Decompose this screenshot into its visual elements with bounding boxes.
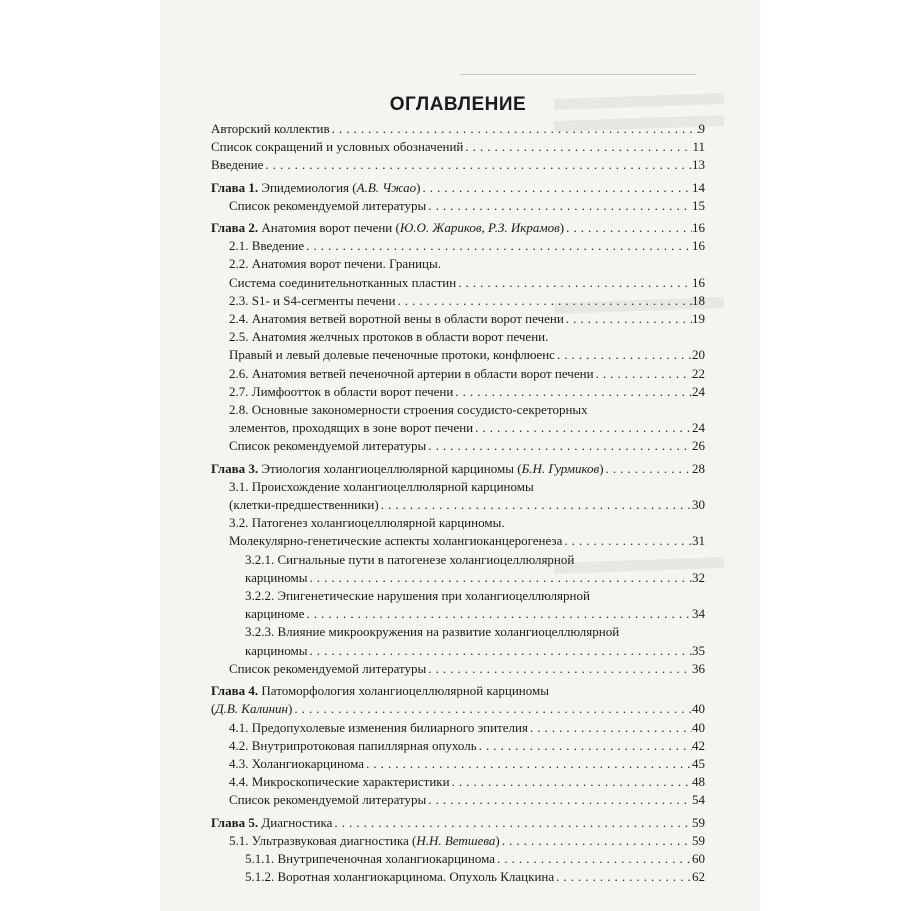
toc-line bbox=[211, 478, 705, 496]
entry-authors: А.В. Чжао bbox=[356, 179, 417, 195]
toc-line-text bbox=[229, 496, 379, 514]
toc-line-text bbox=[229, 514, 505, 532]
toc-line-text bbox=[245, 868, 554, 886]
toc-line bbox=[211, 156, 705, 174]
dot-leader bbox=[528, 719, 692, 737]
entry-authors: Б.Н. Гурмиков bbox=[521, 460, 600, 476]
toc-line-text bbox=[229, 274, 456, 292]
page-number: 62 bbox=[692, 869, 705, 885]
page-number: 36 bbox=[692, 660, 705, 676]
entry-title: 3.2.1. Сигнальные пути в патогенезе холангиоцеллюлярной bbox=[245, 551, 575, 567]
toc-line bbox=[211, 219, 705, 237]
toc-entry[interactable] bbox=[211, 773, 705, 791]
page-number: 18 bbox=[692, 292, 705, 308]
toc-line bbox=[211, 605, 705, 623]
toc-line-text: Глава 2. Анатомия ворот печени (Ю.О. Жариков, Р.З. Икрамов) bbox=[211, 220, 565, 236]
page-number: 30 bbox=[692, 497, 705, 513]
toc-line-text bbox=[211, 120, 330, 138]
toc-entry[interactable] bbox=[211, 850, 705, 868]
toc-line-text bbox=[229, 310, 564, 328]
toc-line-text bbox=[229, 737, 477, 755]
page-number: 54 bbox=[692, 792, 705, 808]
page-number: 31 bbox=[692, 533, 705, 549]
toc-line-text bbox=[245, 587, 590, 605]
toc-line bbox=[211, 292, 705, 310]
toc-line bbox=[211, 700, 705, 718]
page-number: 59 bbox=[692, 814, 705, 830]
page-number: 24 bbox=[692, 383, 705, 399]
toc-entry[interactable] bbox=[211, 292, 705, 310]
toc-entry[interactable] bbox=[211, 328, 705, 364]
entry-title: Авторский коллектив bbox=[211, 121, 330, 136]
toc-line-text bbox=[229, 255, 441, 273]
page-number: 26 bbox=[692, 438, 705, 454]
entry-title: 3.2.2. Эпигенетические нарушения при холангиоцеллюлярной bbox=[245, 588, 590, 604]
chapter-number: Глава 3. bbox=[211, 460, 259, 476]
toc-line-text bbox=[229, 346, 555, 364]
dot-leader bbox=[500, 832, 692, 850]
entry-title: карциноме bbox=[245, 606, 305, 622]
toc-entry[interactable] bbox=[211, 623, 705, 659]
entry-title: карциномы bbox=[245, 569, 308, 585]
dot-leader bbox=[456, 274, 692, 292]
toc-entry[interactable] bbox=[211, 120, 705, 138]
toc-entry[interactable] bbox=[211, 737, 705, 755]
dot-leader bbox=[554, 868, 692, 886]
page-number: 22 bbox=[692, 365, 705, 381]
entry-title: Эпидемиология bbox=[261, 179, 350, 195]
entry-title: Список рекомендуемой литературы bbox=[229, 660, 427, 676]
entry-title: 5.1. Ультразвуковая диагностика bbox=[229, 832, 409, 848]
dot-leader bbox=[292, 700, 692, 718]
entry-title: 5.1.2. Воротная холангиокарцинома. Опухоль Клацкина bbox=[245, 869, 555, 885]
toc-entry[interactable] bbox=[211, 401, 705, 437]
toc-line bbox=[211, 460, 705, 478]
toc-line bbox=[211, 850, 705, 868]
entry-title: Список рекомендуемой литературы bbox=[229, 438, 427, 454]
page-number: 16 bbox=[692, 238, 705, 254]
page-number: 34 bbox=[692, 606, 705, 622]
entry-authors: Ю.О. Жариков, Р.З. Икрамов bbox=[399, 220, 560, 236]
toc-line bbox=[211, 365, 705, 383]
toc-line bbox=[211, 623, 705, 641]
page-number: 48 bbox=[692, 774, 705, 790]
toc-line bbox=[211, 179, 705, 197]
toc-entry[interactable] bbox=[211, 587, 705, 623]
toc-entry[interactable] bbox=[211, 365, 705, 383]
entry-title: 2.7. Лимфоотток в области ворот печени bbox=[229, 383, 454, 399]
dot-leader bbox=[450, 773, 692, 791]
toc-line-text bbox=[229, 773, 450, 791]
dot-leader bbox=[495, 850, 692, 868]
page-number: 16 bbox=[692, 274, 705, 290]
dot-leader bbox=[564, 219, 692, 237]
toc-line bbox=[211, 401, 705, 419]
toc-line-text bbox=[229, 383, 453, 401]
toc-entry[interactable] bbox=[211, 383, 705, 401]
toc-line bbox=[211, 587, 705, 605]
entry-title: Система соединительнотканных пластин bbox=[229, 274, 457, 290]
dot-leader bbox=[307, 642, 692, 660]
entry-title: Анатомия ворот печени bbox=[261, 220, 393, 236]
page-number: 32 bbox=[692, 569, 705, 585]
toc-entry[interactable] bbox=[211, 514, 705, 550]
toc-line bbox=[211, 237, 705, 255]
entry-title: 2.1. Введение bbox=[229, 238, 305, 254]
entry-title: Правый и левый долевые печеночные протоки, конфлюенс bbox=[229, 347, 555, 363]
toc-entry[interactable] bbox=[211, 197, 705, 215]
toc-entry[interactable] bbox=[211, 868, 705, 886]
toc-line bbox=[211, 419, 705, 437]
dot-leader bbox=[420, 179, 692, 197]
page-number: 11 bbox=[692, 139, 705, 155]
entry-title: 3.2.3. Влияние микроокружения на развитие холангиоцеллюлярной bbox=[245, 624, 620, 640]
dot-leader bbox=[307, 569, 692, 587]
toc-line bbox=[211, 642, 705, 660]
toc-line bbox=[211, 310, 705, 328]
dot-leader bbox=[305, 605, 692, 623]
chapter-number: Глава 4. bbox=[211, 683, 259, 699]
toc-line-text bbox=[229, 478, 534, 496]
dot-leader bbox=[594, 365, 692, 383]
dot-leader bbox=[473, 419, 692, 437]
toc-line-text bbox=[229, 365, 594, 383]
entry-authors: Н.Н. Ветшева bbox=[416, 832, 496, 848]
toc-entry[interactable] bbox=[211, 437, 705, 455]
entry-title: Список рекомендуемой литературы bbox=[229, 197, 427, 213]
toc-line bbox=[211, 660, 705, 678]
dot-leader bbox=[426, 791, 692, 809]
dot-leader bbox=[555, 346, 692, 364]
toc-line-text bbox=[245, 623, 619, 641]
entry-title: 4.1. Предопухолевые изменения билиарного эпителия bbox=[229, 719, 528, 735]
toc-line bbox=[211, 868, 705, 886]
toc-line-text bbox=[211, 156, 263, 174]
toc-line-text bbox=[211, 682, 549, 700]
dot-leader bbox=[426, 197, 692, 215]
entry-title: 4.4. Микроскопические характеристики bbox=[229, 774, 450, 790]
toc-line bbox=[211, 551, 705, 569]
toc-line bbox=[211, 346, 705, 364]
toc-line bbox=[211, 791, 705, 809]
dot-leader bbox=[379, 496, 692, 514]
toc-line bbox=[211, 274, 705, 292]
toc-entry[interactable] bbox=[211, 138, 705, 156]
toc-entry[interactable] bbox=[211, 791, 705, 809]
toc-line bbox=[211, 383, 705, 401]
toc-line-text bbox=[229, 401, 588, 419]
entry-title: Молекулярно-генетические аспекты холангиоканцерогенеза bbox=[229, 533, 563, 549]
toc-line bbox=[211, 120, 705, 138]
toc-line bbox=[211, 328, 705, 346]
dot-leader bbox=[332, 814, 692, 832]
toc-line-text: Глава 1. Эпидемиология (А.В. Чжао) bbox=[211, 179, 421, 195]
toc-line bbox=[211, 832, 705, 850]
page-number: 28 bbox=[692, 460, 705, 476]
toc-line bbox=[211, 569, 705, 587]
entry-title: Список рекомендуемой литературы bbox=[229, 792, 427, 808]
toc-line-text bbox=[211, 814, 332, 832]
toc-line bbox=[211, 814, 705, 832]
toc-line bbox=[211, 682, 705, 700]
entry-authors: Д.В. Калинин bbox=[215, 701, 289, 717]
toc-entry[interactable] bbox=[211, 832, 705, 850]
dot-leader bbox=[463, 138, 692, 156]
page-number: 24 bbox=[692, 420, 705, 436]
page-number: 9 bbox=[698, 121, 705, 136]
entry-title: 2.2. Анатомия ворот печени. Границы. bbox=[229, 256, 441, 272]
entry-title: 2.8. Основные закономерности строения сосудисто-секреторных bbox=[229, 402, 588, 418]
toc-entry[interactable] bbox=[211, 478, 705, 514]
toc-entry[interactable] bbox=[211, 310, 705, 328]
book-page bbox=[160, 0, 760, 911]
toc-line-text: 5.1. Ультразвуковая диагностика (Н.Н. Ветшева) bbox=[229, 832, 500, 848]
entry-title: 2.4. Анатомия ветвей воротной вены в области ворот печени bbox=[229, 311, 564, 327]
toc-line-text bbox=[245, 642, 307, 660]
toc-line-text bbox=[229, 755, 364, 773]
dot-leader bbox=[263, 156, 692, 174]
toc-title: ОГЛАВЛЕНИЕ bbox=[389, 94, 527, 115]
toc-line bbox=[211, 737, 705, 755]
toc-entries bbox=[211, 120, 705, 886]
page-number: 16 bbox=[692, 220, 705, 236]
toc-chapter-entry[interactable] bbox=[211, 219, 705, 237]
toc-line-text: (Д.В. Калинин) bbox=[211, 701, 293, 717]
toc-line-text bbox=[229, 660, 426, 678]
entry-title: элементов, проходящих в зоне ворот печени bbox=[229, 420, 474, 436]
toc-entry[interactable] bbox=[211, 156, 705, 174]
page-number: 20 bbox=[692, 347, 705, 363]
dot-leader bbox=[562, 532, 692, 550]
page-number: 13 bbox=[692, 157, 705, 173]
toc-entry[interactable] bbox=[211, 660, 705, 678]
toc-line bbox=[211, 138, 705, 156]
entry-title: (клетки-предшественники) bbox=[229, 497, 379, 513]
page-number: 45 bbox=[692, 755, 705, 771]
toc-line bbox=[211, 197, 705, 215]
bleed-through-running-head bbox=[460, 64, 696, 75]
toc-chapter-entry[interactable] bbox=[211, 682, 705, 718]
entry-title: Этиология холангиоцеллюлярной карциномы bbox=[261, 460, 514, 476]
dot-leader bbox=[395, 292, 692, 310]
entry-title: 4.2. Внутрипротоковая папиллярная опухоль bbox=[229, 737, 477, 753]
toc-line bbox=[211, 437, 705, 455]
page-number: 35 bbox=[692, 642, 705, 658]
page-number: 42 bbox=[692, 737, 705, 753]
toc-line-text bbox=[229, 237, 304, 255]
toc-line-text: Глава 3. Этиология холангиоцеллюлярной карциномы (Б.Н. Гурмиков) bbox=[211, 460, 604, 476]
entry-title: 3.2. Патогенез холангиоцеллюлярной карциномы. bbox=[229, 515, 505, 531]
page-number: 40 bbox=[692, 719, 705, 735]
toc-line-text bbox=[229, 532, 562, 550]
page-number: 15 bbox=[692, 197, 705, 213]
dot-leader bbox=[304, 237, 692, 255]
toc-line bbox=[211, 719, 705, 737]
toc-line bbox=[211, 755, 705, 773]
toc-line-text bbox=[245, 569, 307, 587]
table-of-contents bbox=[211, 90, 705, 886]
entry-title: Введение bbox=[211, 157, 264, 173]
toc-line-text bbox=[245, 850, 495, 868]
entry-title: 4.3. Холангиокарцинома bbox=[229, 755, 365, 771]
entry-title: карциномы bbox=[245, 642, 308, 658]
toc-entry[interactable] bbox=[211, 551, 705, 587]
entry-title: Патоморфология холангиоцеллюлярной карциномы bbox=[261, 683, 549, 699]
entry-title: 3.1. Происхождение холангиоцеллюлярной карциномы bbox=[229, 478, 534, 494]
dot-leader bbox=[364, 755, 692, 773]
toc-entry[interactable] bbox=[211, 719, 705, 737]
toc-line-text bbox=[211, 138, 463, 156]
toc-line-text bbox=[229, 197, 426, 215]
toc-chapter-entry[interactable] bbox=[211, 179, 705, 197]
chapter-number: Глава 5. bbox=[211, 814, 259, 830]
chapter-number: Глава 2. bbox=[211, 220, 259, 236]
entry-title: 2.3. S1- и S4-сегменты печени bbox=[229, 292, 396, 308]
toc-chapter-entry[interactable] bbox=[211, 460, 705, 478]
chapter-number: Глава 1. bbox=[211, 179, 259, 195]
toc-line bbox=[211, 773, 705, 791]
toc-entry[interactable] bbox=[211, 255, 705, 291]
entry-title: Список сокращений и условных обозначений bbox=[211, 139, 464, 155]
page-number: 59 bbox=[692, 832, 705, 848]
dot-leader bbox=[564, 310, 692, 328]
toc-line-text bbox=[229, 328, 548, 346]
toc-chapter-entry[interactable] bbox=[211, 814, 705, 832]
entry-title: 5.1.1. Внутрипеченочная холангиокарцинома bbox=[245, 850, 496, 866]
dot-leader bbox=[426, 660, 692, 678]
page-number: 19 bbox=[692, 311, 705, 327]
toc-line bbox=[211, 255, 705, 273]
toc-line bbox=[211, 496, 705, 514]
dot-leader bbox=[330, 120, 699, 138]
dot-leader bbox=[426, 437, 692, 455]
toc-entry[interactable] bbox=[211, 755, 705, 773]
page-number: 14 bbox=[692, 179, 705, 195]
toc-line-text bbox=[229, 419, 473, 437]
entry-title: 2.5. Анатомия желчных протоков в области ворот печени. bbox=[229, 329, 549, 345]
toc-line-text bbox=[229, 719, 528, 737]
toc-line bbox=[211, 514, 705, 532]
entry-title: 2.6. Анатомия ветвей печеночной артерии в области ворот печени bbox=[229, 365, 594, 381]
page-number: 60 bbox=[692, 850, 705, 866]
entry-title: Диагностика bbox=[261, 814, 333, 830]
toc-line-text bbox=[245, 605, 305, 623]
toc-line-text bbox=[229, 292, 395, 310]
toc-line-text bbox=[229, 791, 426, 809]
toc-line bbox=[211, 532, 705, 550]
dot-leader bbox=[477, 737, 692, 755]
toc-entry[interactable] bbox=[211, 237, 705, 255]
page-number: 40 bbox=[692, 701, 705, 717]
dot-leader bbox=[604, 460, 692, 478]
dot-leader bbox=[453, 383, 692, 401]
toc-line-text bbox=[245, 551, 574, 569]
toc-line-text bbox=[229, 437, 426, 455]
